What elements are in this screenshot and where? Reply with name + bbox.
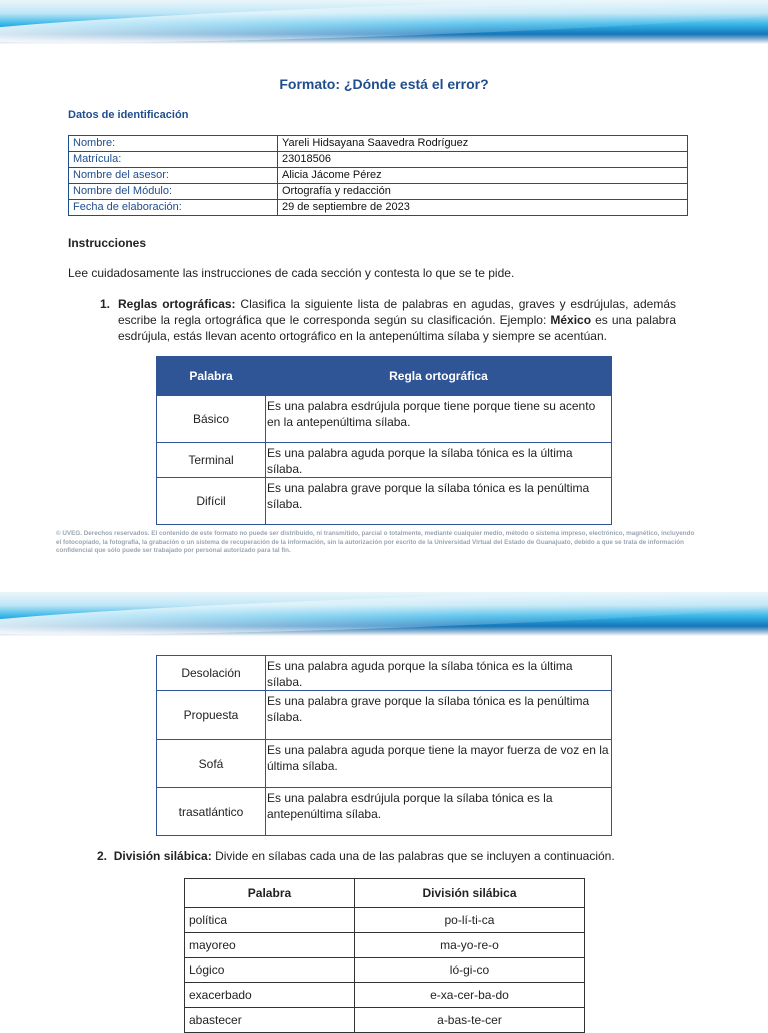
rule-cell: Es una palabra esdrújula porque la sílaba tónica es la antepenúltima sílaba. — [266, 788, 612, 836]
syllable-division-table — [184, 878, 585, 1033]
field-value: Yareli Hidsayana Saavedra Rodríguez — [278, 136, 688, 152]
field-value: 23018506 — [278, 152, 688, 168]
rule-cell: Es una palabra aguda porque tiene la mayor fuerza de voz en la última sílaba. — [266, 740, 612, 788]
instructions-heading: Instrucciones — [68, 236, 147, 250]
division-cell: po-lí-ti-ca — [354, 908, 584, 933]
field-value: 29 de septiembre de 2023 — [278, 200, 688, 216]
table-row — [157, 788, 612, 836]
word-cell: Terminal — [157, 443, 266, 478]
rules-table-continued — [156, 655, 612, 836]
table-row — [185, 908, 585, 933]
rule-cell: Es una palabra aguda porque la sílaba tónica es la última sílaba. — [266, 656, 612, 691]
word-cell: abastecer — [185, 1008, 355, 1033]
field-label: Fecha de elaboración: — [69, 200, 278, 216]
division-cell: ló-gi-co — [354, 958, 584, 983]
table-row — [185, 1008, 585, 1033]
word-cell: Lógico — [185, 958, 355, 983]
table-row — [157, 691, 612, 740]
table-row — [69, 152, 688, 168]
word-cell: trasatlántico — [157, 788, 266, 836]
division-cell: a-bas-te-cer — [354, 1008, 584, 1033]
rules-table — [156, 356, 612, 525]
table-header-row — [185, 879, 585, 908]
copyright-footer: © UVEG. Derechos reservados. El contenido de este formato no puede ser distribuido, ni transmitido, parcial o totalmente, mediante cualquier medio, método o sistema impreso, electrónico, magnético, incluyendo el fotocopiado, la fotografía, la grabación o un sistema de recuperación de la información, sin la autorización por escrito de la Universidad Virtual del Estado de Guanajuato, debido a que se trata de información confidencial que sólo puede ser trabajado por personal autorizado para tal fin. — [56, 530, 695, 554]
rule-cell: Es una palabra grave porque la sílaba tónica es la penúltima sílaba. — [266, 691, 612, 740]
table-row — [157, 656, 612, 691]
column-header: Palabra — [157, 357, 266, 396]
example-word: México — [550, 313, 592, 327]
field-label: Matrícula: — [69, 152, 278, 168]
word-cell: Desolación — [157, 656, 266, 691]
word-cell: política — [185, 908, 355, 933]
section-number: 2. — [97, 849, 108, 863]
identification-table — [68, 135, 688, 216]
field-value: Alicia Jácome Pérez — [278, 168, 688, 184]
table-row — [157, 740, 612, 788]
section-title: Reglas ortográficas: — [118, 297, 236, 311]
instructions-text: Lee cuidadosamente las instrucciones de cada sección y contesta lo que se te pide. — [68, 266, 515, 280]
table-row — [157, 478, 612, 525]
word-cell: Propuesta — [157, 691, 266, 740]
word-cell: Sofá — [157, 740, 266, 788]
rule-cell: Es una palabra aguda porque la sílaba tónica es la última sílaba. — [266, 443, 612, 478]
division-cell: e-xa-cer-ba-do — [354, 983, 584, 1008]
table-row — [185, 958, 585, 983]
header-banner — [0, 592, 768, 636]
table-row — [157, 396, 612, 443]
section-title: División silábica: — [113, 849, 212, 863]
column-header: Regla ortográfica — [266, 357, 612, 396]
rule-cell: Es una palabra esdrújula porque tiene porque tiene su acento en la antepenúltima sílaba. — [266, 396, 612, 443]
field-label: Nombre del Módulo: — [69, 184, 278, 200]
section-number: 1. — [100, 297, 111, 311]
word-cell: Difícil — [157, 478, 266, 525]
table-header-row — [157, 357, 612, 396]
section-text: es una palabra esdrújula, estás llevan acento ortográfico en la antepenúltima sílaba y siempre se acentúan. — [118, 313, 676, 343]
header-banner — [0, 0, 768, 44]
field-value: Ortografía y redacción — [278, 184, 688, 200]
word-cell: Básico — [157, 396, 266, 443]
field-label: Nombre: — [69, 136, 278, 152]
field-label: Nombre del asesor: — [69, 168, 278, 184]
section-text: Clasifica la siguiente lista de palabras en agudas, graves y esdrújulas, además escribe la regla ortográfica que le corresponda según su clasificación. Ejemplo: — [118, 297, 676, 327]
table-row — [157, 443, 612, 478]
table-row — [69, 184, 688, 200]
table-row — [185, 983, 585, 1008]
rule-cell: Es una palabra grave porque la sílaba tónica es la penúltima sílaba. — [266, 478, 612, 525]
table-row — [185, 933, 585, 958]
section-text: Divide en sílabas cada una de las palabras que se incluyen a continuación. — [211, 849, 615, 863]
word-cell: mayoreo — [185, 933, 355, 958]
section-2-instructions — [97, 849, 615, 863]
table-row — [69, 168, 688, 184]
word-cell: exacerbado — [185, 983, 355, 1008]
page-title: Formato: ¿Dónde está el error? — [279, 76, 489, 92]
column-header: Palabra — [185, 879, 355, 908]
section-1-instructions — [100, 296, 676, 344]
table-row — [69, 136, 688, 152]
column-header: División silábica — [354, 879, 584, 908]
identification-heading: Datos de identificación — [68, 109, 189, 121]
division-cell: ma-yo-re-o — [354, 933, 584, 958]
table-row — [69, 200, 688, 216]
section-body — [118, 296, 676, 344]
